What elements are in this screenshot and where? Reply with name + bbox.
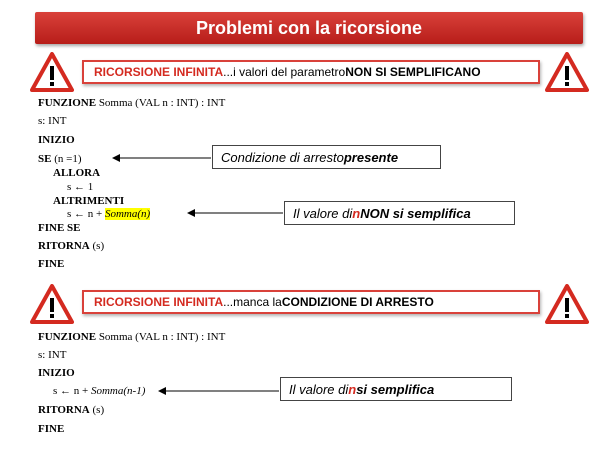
callout-n-simplified: Il valore di n si semplifica xyxy=(280,377,512,401)
code-line: INIZIO xyxy=(38,367,75,379)
page-title-text: Problemi con la ricorsione xyxy=(195,17,423,38)
page-title xyxy=(35,12,583,44)
code-line: FUNZIONE Somma (VAL n : INT) : INT xyxy=(38,97,226,109)
code-line: ALTRIMENTI xyxy=(53,195,125,207)
code-line: s ← n + Somma(n) xyxy=(67,208,151,220)
callout-n-not-simplified: Il valore di n NON si semplifica xyxy=(284,201,515,225)
banner-infinite-recursion-1 xyxy=(82,60,540,84)
recursive-call: Somma(n-1) xyxy=(90,385,146,397)
code-line: s: INT xyxy=(38,349,67,361)
warning-icon xyxy=(545,52,589,92)
banner-bold-text: NON SI SEMPLIFICANO xyxy=(345,65,481,79)
banner-infinite-recursion-2 xyxy=(82,290,540,314)
code-line: s ← n + Somma(n-1) xyxy=(53,385,146,397)
banner-bold-text: CONDIZIONE DI ARRESTO xyxy=(281,295,434,309)
arrow-icon xyxy=(187,208,284,218)
arrow-icon xyxy=(112,153,212,163)
code-line: FINE xyxy=(38,258,65,270)
warning-icon xyxy=(30,284,74,324)
code-line: FINE xyxy=(38,423,65,435)
banner-mid-text: ...manca la xyxy=(223,295,282,309)
banner-red-text: RICORSIONE INFINITA xyxy=(94,65,224,79)
banner-mid-text: ...i valori del parametro xyxy=(223,65,346,79)
recursive-call-highlight: Somma(n) xyxy=(104,208,151,220)
code-line: INIZIO xyxy=(38,134,75,146)
warning-icon xyxy=(30,52,74,92)
callout-stop-condition: Condizione di arresto presente xyxy=(212,145,441,169)
code-line: RITORNA (s) xyxy=(38,404,105,416)
code-line: FUNZIONE Somma (VAL n : INT) : INT xyxy=(38,331,226,343)
code-line: ALLORA xyxy=(53,167,101,179)
code-line: SE (n =1) xyxy=(38,153,82,165)
code-line: RITORNA (s) xyxy=(38,240,105,252)
arrow-icon xyxy=(158,386,280,396)
code-line: FINE SE xyxy=(38,222,81,234)
warning-icon xyxy=(545,284,589,324)
code-line: s: INT xyxy=(38,115,67,127)
code-line: s ← 1 xyxy=(67,181,94,193)
banner-red-text: RICORSIONE INFINITA xyxy=(94,295,224,309)
